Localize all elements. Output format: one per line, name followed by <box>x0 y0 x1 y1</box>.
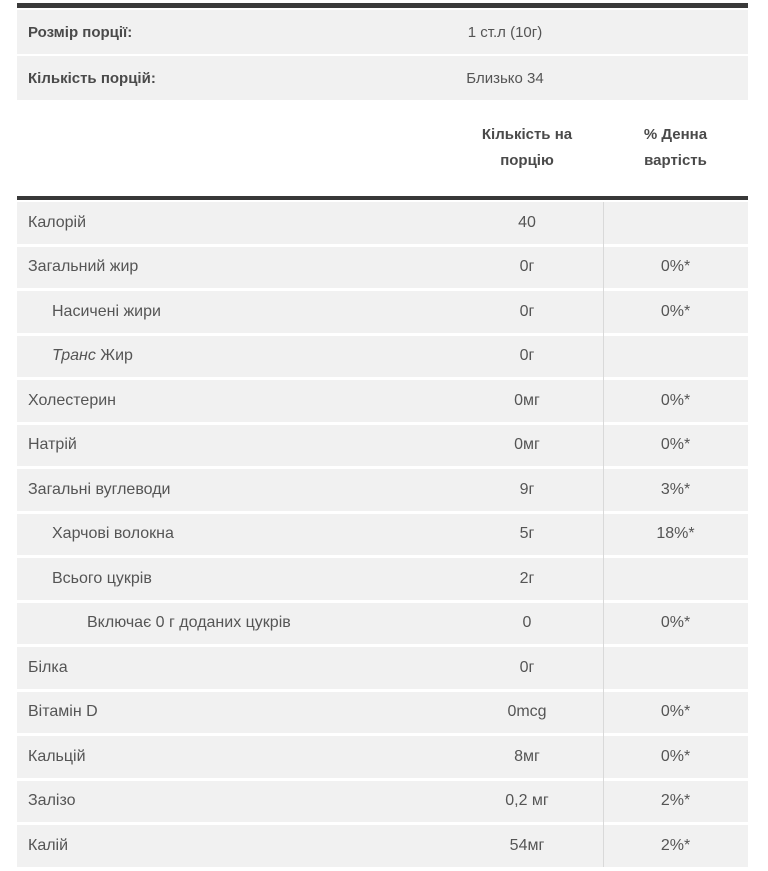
servings-per-container-value: Близько 34 <box>466 69 544 87</box>
row-amount: 0мг <box>514 436 540 454</box>
row-amount: 0г <box>519 658 535 676</box>
table-row <box>17 603 748 645</box>
table-row <box>17 558 748 600</box>
table-row <box>17 380 748 422</box>
table-row <box>17 781 748 823</box>
row-amount: 0мг <box>514 391 540 409</box>
table-row <box>17 469 748 511</box>
row-label <box>17 659 451 677</box>
column-headers <box>17 100 748 196</box>
dv-header-line1: % Денна <box>643 126 708 143</box>
row-daily-value: 0%* <box>660 391 691 409</box>
row-amount: 0г <box>519 302 535 320</box>
row-daily-value: 18%* <box>656 525 695 543</box>
row-amount: 2г <box>519 569 535 587</box>
table-row <box>17 514 748 556</box>
row-label-text: Включає 0 г доданих цукрів <box>87 614 291 632</box>
row-daily-value: 2%* <box>660 836 691 854</box>
nutrition-facts-panel <box>17 3 748 867</box>
table-row <box>17 202 748 244</box>
table-row <box>17 825 748 867</box>
table-row <box>17 336 748 378</box>
column-separator <box>603 202 604 867</box>
row-amount: 8мг <box>514 747 540 765</box>
row-label-text: Калорій <box>28 213 87 231</box>
header-divider <box>17 196 748 200</box>
row-daily-value: 3%* <box>660 480 691 498</box>
row-label-text: Загальні вуглеводи <box>28 480 171 498</box>
amount-header-line2: порцію <box>500 152 554 169</box>
serving-size-row <box>17 10 748 54</box>
serving-size-label: Розмір порції: <box>28 23 133 41</box>
row-daily-value: 0%* <box>660 703 691 721</box>
row-daily-value: 0%* <box>660 747 691 765</box>
row-label-text: Білка <box>28 658 68 676</box>
table-row <box>17 425 748 467</box>
row-label-text: Жир <box>95 347 133 365</box>
daily-value-header <box>603 122 748 196</box>
table-row <box>17 247 748 289</box>
row-amount: 9г <box>519 480 535 498</box>
row-amount: 0mcg <box>507 703 547 721</box>
top-border-bar <box>17 3 748 8</box>
row-label <box>17 570 451 588</box>
row-label-text: Залізо <box>28 792 76 810</box>
row-label <box>17 347 451 365</box>
row-daily-value: 0%* <box>660 436 691 454</box>
header-spacer <box>17 122 451 196</box>
row-label-text: Кальцій <box>28 747 86 765</box>
row-label <box>17 392 451 410</box>
row-label <box>17 436 451 454</box>
row-label-text: Натрій <box>28 436 77 454</box>
row-amount: 0г <box>519 347 535 365</box>
row-label <box>17 258 451 276</box>
row-label <box>17 837 451 855</box>
serving-size-value: 1 ст.л (10г) <box>467 23 543 41</box>
row-label <box>17 481 451 499</box>
row-label <box>17 792 451 810</box>
row-daily-value: 0%* <box>660 258 691 276</box>
row-amount: 54мг <box>509 836 545 854</box>
nutrition-table <box>17 202 748 867</box>
table-row <box>17 692 748 734</box>
servings-per-container-row <box>17 56 748 100</box>
table-row <box>17 647 748 689</box>
row-label-text: Холестерин <box>28 391 116 409</box>
row-label <box>17 214 451 232</box>
row-amount: 40 <box>518 213 536 231</box>
nutrition-rows <box>17 202 748 867</box>
dv-header-line2: вартість <box>644 152 707 169</box>
row-label-italic: Транс <box>52 347 96 365</box>
row-label <box>17 703 451 721</box>
row-label-text: Вітамін D <box>28 703 98 721</box>
row-amount: 0,2 мг <box>505 792 549 810</box>
row-label-text: Харчові волокна <box>52 525 174 543</box>
row-daily-value: 0%* <box>660 302 691 320</box>
servings-per-container-label: Кількість порцій: <box>28 69 156 87</box>
row-label-text: Всього цукрів <box>52 569 152 587</box>
table-row <box>17 291 748 333</box>
row-label <box>17 748 451 766</box>
amount-per-serving-header <box>451 122 603 196</box>
row-label <box>17 303 451 321</box>
row-label <box>17 525 451 543</box>
table-row <box>17 736 748 778</box>
row-label-text: Насичені жири <box>52 302 161 320</box>
row-amount: 0г <box>519 258 535 276</box>
row-label-text: Загальний жир <box>28 258 139 276</box>
amount-header-line1: Кількість на <box>481 126 573 143</box>
row-label-text: Калій <box>28 836 69 854</box>
row-daily-value: 0%* <box>660 614 691 632</box>
row-daily-value: 2%* <box>660 792 691 810</box>
row-amount: 0 <box>522 614 532 632</box>
row-amount: 5г <box>519 525 535 543</box>
row-label <box>17 614 451 632</box>
